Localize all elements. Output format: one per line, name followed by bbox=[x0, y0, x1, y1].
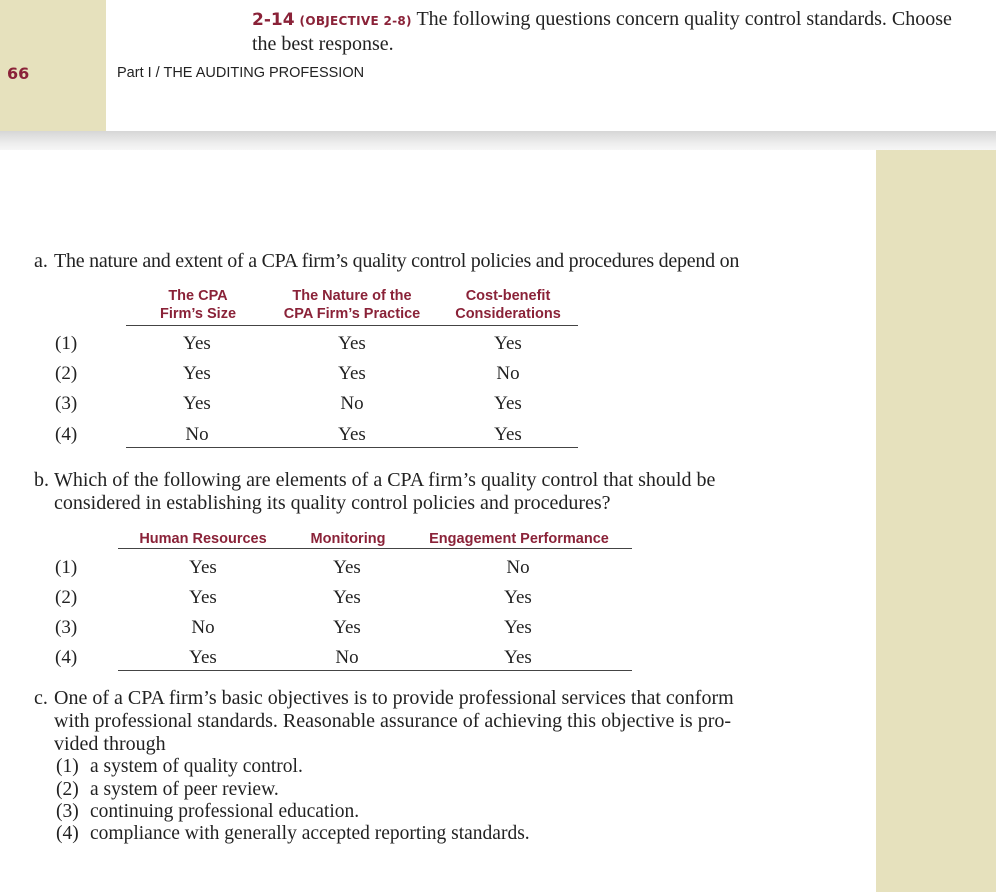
part-b-label: b. bbox=[34, 469, 49, 491]
part-a-row-label: (4) bbox=[55, 424, 78, 445]
part-a-cell: Yes bbox=[183, 393, 211, 414]
part-a-cell: Yes bbox=[494, 333, 522, 354]
part-a-cell: Yes bbox=[183, 363, 211, 384]
margin-band-right bbox=[876, 150, 996, 892]
part-c-option bbox=[56, 756, 303, 778]
part-a-cell: Yes bbox=[338, 363, 366, 384]
part-a-cell: Yes bbox=[338, 424, 366, 445]
part-b-cell: Yes bbox=[504, 647, 532, 668]
part-a-row-label: (3) bbox=[55, 393, 78, 414]
part-a-col-header-1: The CPA Firm’s Size bbox=[159, 288, 237, 322]
part-b-text-line1: Which of the following are elements of a CPA firm’s quality control that should be bbox=[54, 469, 716, 491]
part-b-cell: Yes bbox=[504, 587, 532, 608]
part-a-cell: Yes bbox=[338, 333, 366, 354]
option-number: (1) bbox=[56, 756, 79, 777]
part-c-label: c. bbox=[34, 687, 48, 709]
part-b-row-label: (2) bbox=[55, 587, 78, 608]
part-c-option bbox=[56, 823, 530, 845]
part-a-cell: No bbox=[496, 363, 520, 384]
part-b-row-label: (3) bbox=[55, 617, 78, 638]
part-b-cell: No bbox=[191, 617, 215, 638]
part-a-col-header-2: The Nature of the CPA Firm’s Practice bbox=[283, 288, 421, 322]
question-number: 2-14 bbox=[252, 10, 295, 30]
part-c-text-line3: vided through bbox=[54, 733, 166, 755]
question-objective: (OBJECTIVE 2-8) bbox=[299, 14, 412, 28]
part-a-cell: Yes bbox=[494, 424, 522, 445]
option-text: a system of quality control. bbox=[90, 756, 303, 777]
part-b-prompt bbox=[34, 469, 754, 515]
part-b-cell: Yes bbox=[189, 557, 217, 578]
part-b-col-header-3: Engagement Performance bbox=[429, 531, 609, 547]
option-text: a system of peer review. bbox=[90, 779, 279, 800]
option-text: compliance with generally accepted reporting standards. bbox=[90, 823, 530, 844]
part-b-col-header-1: Human Resources bbox=[139, 531, 267, 547]
part-b-row-label: (4) bbox=[55, 647, 78, 668]
part-b-cell: Yes bbox=[333, 617, 361, 638]
part-a-cell: Yes bbox=[183, 333, 211, 354]
part-b-cell: Yes bbox=[333, 557, 361, 578]
question-text-line1: The following questions concern quality control standards. Choose bbox=[416, 8, 952, 30]
option-text: continuing professional education. bbox=[90, 801, 360, 822]
part-a-header-rule bbox=[126, 325, 578, 326]
question-text-line2: the best response. bbox=[252, 33, 394, 55]
part-a-cell: No bbox=[340, 393, 364, 414]
part-a-label: a. bbox=[34, 250, 48, 272]
part-c-option bbox=[56, 801, 359, 823]
part-c-text-line2: with professional standards. Reasonable assurance of achieving this objective is pro- bbox=[54, 710, 732, 732]
part-a-row-label: (2) bbox=[55, 363, 78, 384]
part-a-cell: Yes bbox=[494, 393, 522, 414]
part-a-row-label: (1) bbox=[55, 333, 78, 354]
part-b-cell: Yes bbox=[504, 617, 532, 638]
part-b-text-line2: considered in establishing its quality control policies and procedures? bbox=[54, 492, 611, 514]
part-b-cell: Yes bbox=[189, 647, 217, 668]
option-number: (3) bbox=[56, 801, 79, 822]
part-b-header-rule bbox=[118, 548, 632, 549]
part-b-row-label: (1) bbox=[55, 557, 78, 578]
option-number: (4) bbox=[56, 823, 79, 844]
part-b-cell: No bbox=[506, 557, 530, 578]
part-b-cell: No bbox=[335, 647, 359, 668]
part-b-cell: Yes bbox=[189, 587, 217, 608]
part-a-text: The nature and extent of a CPA firm’s quality control policies and procedures depend on bbox=[54, 250, 740, 272]
part-b-cell: Yes bbox=[333, 587, 361, 608]
part-a-col-header-3: Cost-benefit Considerations bbox=[455, 288, 561, 322]
part-c-option bbox=[56, 779, 279, 801]
running-head: Part I / THE AUDITING PROFESSION bbox=[117, 65, 365, 81]
page-number: 66 bbox=[7, 64, 30, 83]
part-b-bottom-rule bbox=[118, 670, 632, 671]
part-c-prompt bbox=[34, 687, 754, 756]
part-a-cell: No bbox=[185, 424, 209, 445]
part-a-bottom-rule bbox=[126, 447, 578, 448]
part-c-text-line1: One of a CPA firm’s basic objectives is to provide professional services that conform bbox=[54, 687, 734, 709]
option-number: (2) bbox=[56, 779, 79, 800]
part-b-col-header-2: Monitoring bbox=[310, 531, 386, 547]
part-a-prompt bbox=[34, 250, 754, 273]
question-header bbox=[252, 8, 982, 56]
page-divider bbox=[0, 131, 996, 150]
